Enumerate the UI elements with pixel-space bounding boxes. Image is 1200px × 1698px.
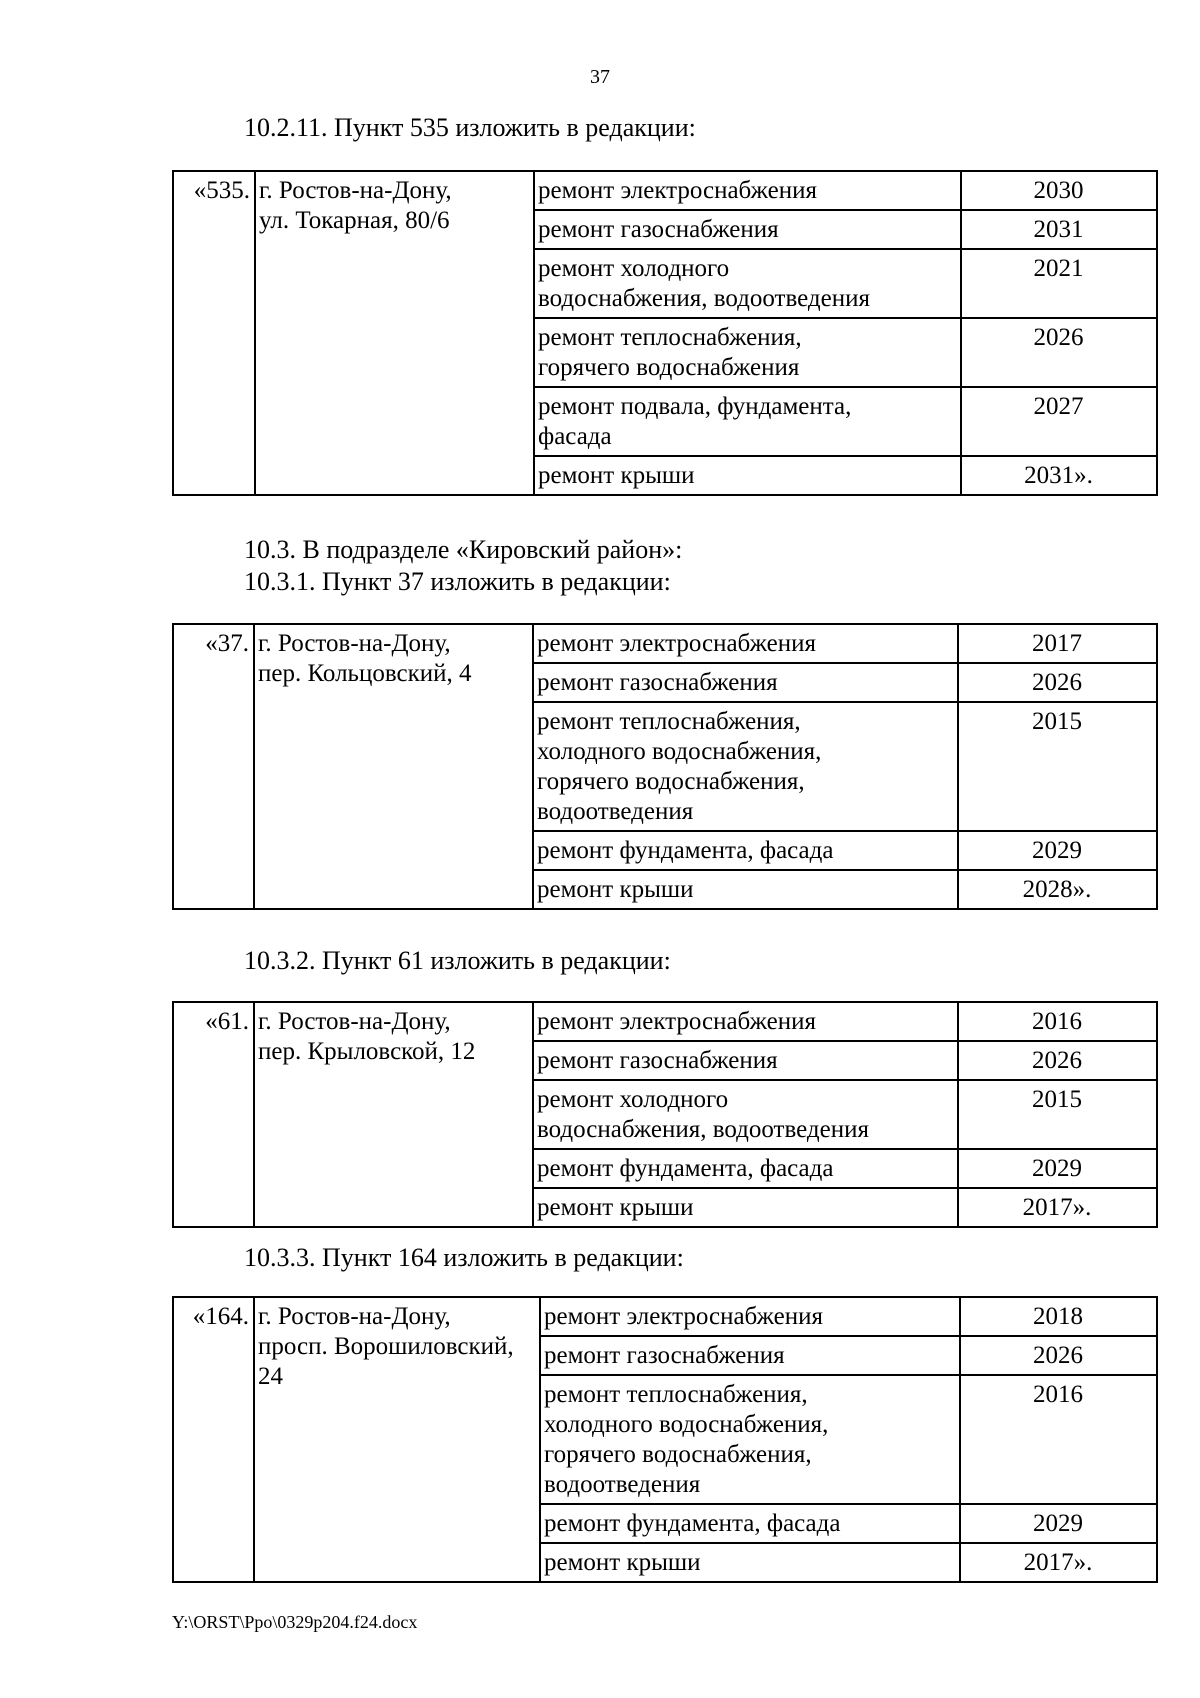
work-line: холодного водоснабжения, <box>537 738 822 765</box>
work-type-cell <box>533 870 958 909</box>
work-line: водоотведения <box>537 798 694 825</box>
work-type-cell <box>533 663 958 702</box>
work-line: горячего водоснабжения, <box>537 768 805 795</box>
work-type-cell <box>534 456 961 495</box>
address-line: г. Ростов-на-Дону, <box>258 630 451 657</box>
address-cell <box>254 1297 540 1582</box>
item-number: «164. <box>173 1297 254 1582</box>
address-line: просп. Ворошиловский, <box>258 1333 514 1360</box>
year-cell: 2017». <box>958 1188 1157 1227</box>
section-heading: 10.2.11. Пункт 535 изложить в редакции: <box>244 113 696 142</box>
address-line: пер. Кольцовский, 4 <box>258 660 472 687</box>
work-type-cell <box>534 171 961 210</box>
work-type-cell <box>533 1188 958 1227</box>
work-type-cell <box>533 1041 958 1080</box>
work-line: ремонт теплоснабжения, <box>544 1381 808 1408</box>
work-line: холодного водоснабжения, <box>544 1411 829 1438</box>
address-cell <box>254 624 533 909</box>
address-cell <box>255 171 534 495</box>
year-cell: 2016 <box>960 1375 1157 1504</box>
work-line: ремонт крыши <box>544 1549 701 1576</box>
year-cell: 2026 <box>961 318 1157 387</box>
work-line: водоснабжения, водоотведения <box>538 285 870 312</box>
year-cell: 2031». <box>961 456 1157 495</box>
work-line: ремонт фундамента, фасада <box>537 1155 834 1182</box>
work-line: ремонт электроснабжения <box>537 1008 816 1035</box>
work-type-cell <box>533 1149 958 1188</box>
work-type-cell <box>540 1336 960 1375</box>
table-row <box>173 171 1157 210</box>
section-heading: 10.3.2. Пункт 61 изложить в редакции: <box>244 946 671 975</box>
work-line: горячего водоснабжения, <box>544 1441 812 1468</box>
table-row <box>173 1297 1157 1336</box>
work-line: ремонт электроснабжения <box>537 630 816 657</box>
item-number: «37. <box>173 624 254 909</box>
year-cell: 2016 <box>958 1002 1157 1041</box>
work-type-cell <box>540 1504 960 1543</box>
year-cell: 2018 <box>960 1297 1157 1336</box>
year-cell: 2026 <box>958 663 1157 702</box>
work-type-cell <box>534 387 961 456</box>
address-line: г. Ростов-на-Дону, <box>258 1008 451 1035</box>
year-cell: 2028». <box>958 870 1157 909</box>
address-line: г. Ростов-на-Дону, <box>258 1303 451 1330</box>
address-line: г. Ростов-на-Дону, <box>259 177 452 204</box>
section-heading: 10.3. В подразделе «Кировский район»: <box>244 535 683 564</box>
work-type-cell <box>534 318 961 387</box>
work-type-cell <box>540 1543 960 1582</box>
work-type-cell <box>540 1297 960 1336</box>
address-line: пер. Крыловской, 12 <box>258 1038 476 1065</box>
work-line: водоотведения <box>544 1471 701 1498</box>
file-path-footer: Y:\ORST\Ppo\0329p204.f24.docx <box>172 1612 418 1632</box>
year-cell: 2029 <box>958 831 1157 870</box>
table-row <box>173 624 1157 663</box>
work-line: ремонт крыши <box>537 1194 694 1221</box>
item-number: «61. <box>173 1002 254 1227</box>
address-line: ул. Токарная, 80/6 <box>259 207 450 234</box>
year-cell: 2017 <box>958 624 1157 663</box>
work-line: ремонт газоснабжения <box>537 1047 778 1074</box>
year-cell: 2030 <box>961 171 1157 210</box>
work-type-cell <box>540 1375 960 1504</box>
work-line: ремонт фундамента, фасада <box>537 837 834 864</box>
page-number: 37 <box>590 66 610 88</box>
work-line: ремонт теплоснабжения, <box>537 708 801 735</box>
work-type-cell <box>533 1080 958 1149</box>
work-line: ремонт холодного <box>537 1086 729 1113</box>
work-type-cell <box>533 831 958 870</box>
section-heading: 10.3.3. Пункт 164 изложить в редакции: <box>244 1243 684 1272</box>
work-line: ремонт электроснабжения <box>544 1303 823 1330</box>
year-cell: 2027 <box>961 387 1157 456</box>
work-line: ремонт газоснабжения <box>538 216 779 243</box>
year-cell: 2017». <box>960 1543 1157 1582</box>
year-cell: 2031 <box>961 210 1157 249</box>
work-line: горячего водоснабжения <box>538 354 800 381</box>
work-line: ремонт газоснабжения <box>544 1342 785 1369</box>
year-cell: 2026 <box>958 1041 1157 1080</box>
work-type-cell <box>534 210 961 249</box>
repair-schedule-table <box>172 1001 1158 1228</box>
table-row <box>173 1002 1157 1041</box>
work-line: ремонт подвала, фундамента, <box>538 393 852 420</box>
year-cell: 2029 <box>960 1504 1157 1543</box>
item-number: «535. <box>173 171 255 495</box>
work-type-cell <box>533 624 958 663</box>
work-line: фасада <box>538 423 612 450</box>
work-line: ремонт крыши <box>538 462 695 489</box>
repair-schedule-table <box>172 170 1158 496</box>
work-line: ремонт газоснабжения <box>537 669 778 696</box>
year-cell: 2029 <box>958 1149 1157 1188</box>
year-cell: 2015 <box>958 1080 1157 1149</box>
work-line: ремонт электроснабжения <box>538 177 817 204</box>
repair-schedule-table <box>172 623 1158 910</box>
address-cell <box>254 1002 533 1227</box>
work-type-cell <box>534 249 961 318</box>
address-line: 24 <box>258 1363 283 1390</box>
work-type-cell <box>533 702 958 831</box>
year-cell: 2015 <box>958 702 1157 831</box>
work-line: ремонт теплоснабжения, <box>538 324 802 351</box>
work-line: ремонт холодного <box>538 255 730 282</box>
work-type-cell <box>533 1002 958 1041</box>
section-heading: 10.3.1. Пункт 37 изложить в редакции: <box>244 567 671 596</box>
work-line: ремонт фундамента, фасада <box>544 1510 841 1537</box>
work-line: водоснабжения, водоотведения <box>537 1116 869 1143</box>
year-cell: 2026 <box>960 1336 1157 1375</box>
year-cell: 2021 <box>961 249 1157 318</box>
repair-schedule-table <box>172 1296 1158 1583</box>
work-line: ремонт крыши <box>537 876 694 903</box>
